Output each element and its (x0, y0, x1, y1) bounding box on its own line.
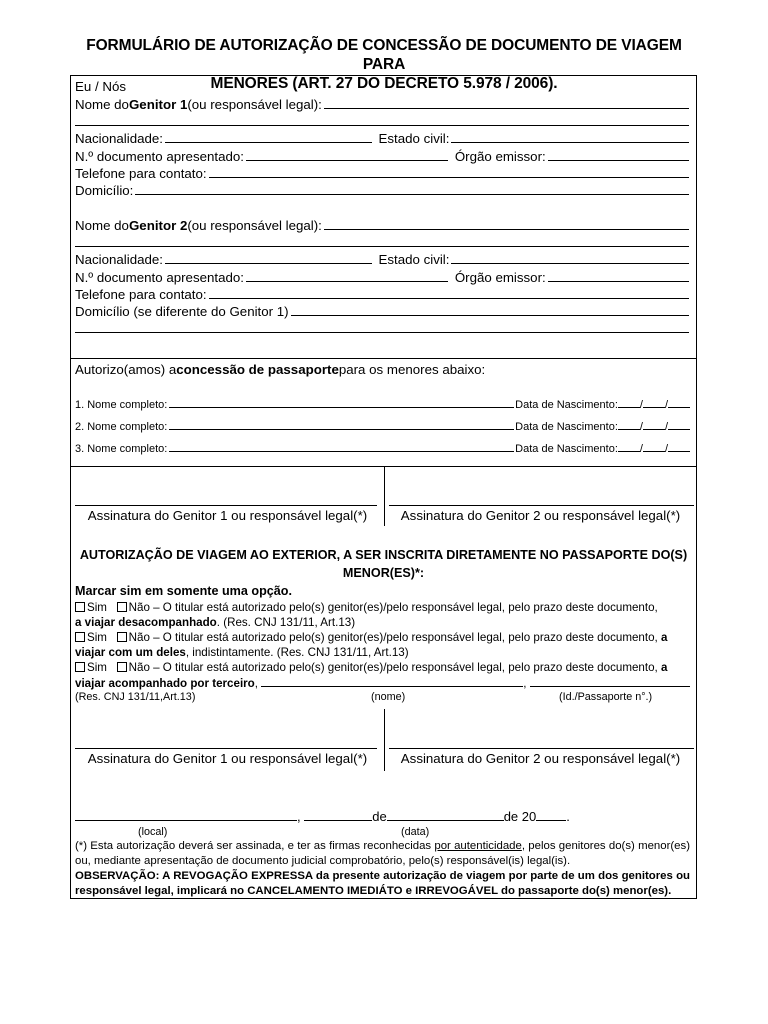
option3-labels: (Res. CNJ 131/11,Art.13) (nome) (Id./Passaporte n°.) (75, 691, 653, 703)
genitor2-name-row: Nome do Genitor 2 (ou responsável legal): (75, 218, 690, 234)
child3-row: 3. Nome completo: Data de Nascimento: / / (75, 440, 690, 457)
child3-birth-month[interactable] (643, 440, 665, 452)
option3-sim-checkbox[interactable] (75, 662, 85, 672)
genitor1-name-continuation (75, 114, 690, 126)
travel-authorization-heading-line2: MENOR(ES)*: (342, 566, 425, 580)
child1-name-field[interactable] (169, 396, 514, 408)
child2-row: 2. Nome completo: Data de Nascimento: / / (75, 418, 690, 435)
signature-label-genitor1: Assinatura do Genitor 1 ou responsável legal(*) (87, 751, 368, 766)
nome-label: (nome) (371, 691, 406, 703)
genitor2-nationality-row: Nacionalidade: Estado civil: (75, 252, 690, 268)
genitor2-address-continuation (75, 321, 690, 333)
travel-option-1: Sim Não – O titular está autorizado pelo(s) genitor(es)/pelo responsável legal, pelo prazo deste documento, a viajar desacompanhado. (Res. CNJ 131/11, Art.13) (75, 601, 658, 629)
genitor1-phone-row: Telefone para contato: (75, 166, 690, 182)
travel-option-3: Sim Não – O titular está autorizado pelo(s) genitor(es)/pelo responsável legal, pelo prazo deste documento, a viajar acompanhado por terceiro, , (75, 660, 690, 691)
genitor1-nationality-row: Nacionalidade: Estado civil: (75, 131, 690, 147)
option3-nao-checkbox[interactable] (117, 662, 127, 672)
child1-birth-month[interactable] (643, 396, 665, 408)
child1-birth-year[interactable] (668, 396, 690, 408)
travel-option-2: Sim Não – O titular está autorizado pelo(s) genitor(es)/pelo responsável legal, pelo prazo deste documento, a viajar com um deles, indistintamente. (Res. CNJ 131/11, Art.13) (75, 631, 668, 659)
child1-row: 1. Nome completo: Data de Nascimento: / / (75, 396, 690, 413)
child2-name-field[interactable] (169, 418, 514, 430)
third-party-id-field[interactable] (530, 675, 690, 687)
genitor1-civil-status-field[interactable] (451, 131, 689, 143)
form-frame (70, 75, 697, 899)
day-field[interactable] (304, 809, 372, 821)
child2-birth-year[interactable] (668, 418, 690, 430)
form-title-line2: MENORES (ART. 27 DO DECRETO 5.978 / 2006). (210, 75, 558, 92)
place-field[interactable] (75, 809, 297, 821)
child3-birth-year[interactable] (668, 440, 690, 452)
divider (71, 358, 696, 359)
eu-nos-label: Eu / Nós (75, 79, 126, 94)
genitor2-name-continuation (75, 235, 690, 247)
genitor2-civil-status-field[interactable] (451, 252, 689, 264)
footnote: (*) Esta autorização deverá ser assinada, e ter as firmas reconhecidas por autenticidade, pelos genitores do(s) menor(es) ou, mediante apresentação de documento judicial comprobatório, pelo(s) responsável(is) legal(is). (75, 840, 690, 867)
genitor2-phone-field[interactable] (209, 287, 689, 299)
genitor1-document-row: N.º documento apresentado: Órgão emissor: (75, 149, 690, 165)
form-title-line1: FORMULÁRIO DE AUTORIZAÇÃO DE CONCESSÃO DE DOCUMENTO DE VIAGEM PARA (86, 37, 682, 73)
genitor2-address-field-2[interactable] (75, 321, 689, 333)
signature-label-genitor2: Assinatura do Genitor 2 ou responsável legal(*) (400, 751, 681, 766)
signature-line-genitor1[interactable] (75, 748, 377, 749)
passport-authorization-intro: Autorizo(amos) a concessão de passaporte para os menores abaixo: (75, 362, 486, 377)
signature-line-genitor2[interactable] (389, 748, 694, 749)
signature-label-genitor1: Assinatura do Genitor 1 ou responsável legal(*) (87, 508, 368, 523)
genitor1-name-row: Nome do Genitor 1 (ou responsável legal): (75, 97, 690, 113)
genitor1-name-field-2[interactable] (75, 114, 689, 126)
genitor1-address-row: Domicílio: (75, 183, 690, 199)
genitor2-address-field[interactable] (291, 304, 689, 316)
local-label: (local) (138, 826, 168, 838)
genitor2-nationality-field[interactable] (165, 252, 372, 264)
option1-sim-checkbox[interactable] (75, 602, 85, 612)
genitor1-nationality-field[interactable] (165, 131, 372, 143)
genitor1-issuer-field[interactable] (548, 149, 689, 161)
genitor1-name-field[interactable] (324, 97, 689, 109)
third-party-name-field[interactable] (261, 675, 523, 687)
child2-birth-month[interactable] (643, 418, 665, 430)
signature-label-genitor2: Assinatura do Genitor 2 ou responsável legal(*) (400, 508, 681, 523)
genitor2-name-field-2[interactable] (75, 235, 689, 247)
genitor1-document-field[interactable] (246, 149, 448, 161)
child1-birth-day[interactable] (618, 396, 640, 408)
data-label: (data) (401, 826, 430, 838)
option2-nao-checkbox[interactable] (117, 632, 127, 642)
option1-nao-checkbox[interactable] (117, 602, 127, 612)
year-field[interactable] (536, 809, 566, 821)
genitor2-issuer-field[interactable] (548, 270, 689, 282)
genitor1-address-field[interactable] (135, 183, 689, 195)
month-field[interactable] (387, 809, 504, 821)
observation: OBSERVAÇÃO: A REVOGAÇÃO EXPRESSA da presente autorização de viagem por parte de um dos genitores ou responsável legal, implicará no CANCELAMENTO IMEDIÁTO e IRREVOGÁVEL do passaporte do(s) menor(es). (75, 870, 690, 897)
signature-line-genitor1[interactable] (75, 505, 377, 506)
genitor2-document-row: N.º documento apresentado: Órgão emissor: (75, 270, 690, 286)
travel-authorization-heading-line1: AUTORIZAÇÃO DE VIAGEM AO EXTERIOR, A SER INSCRITA DIRETAMENTE NO PASSAPORTE DO(S) (79, 548, 688, 562)
option2-sim-checkbox[interactable] (75, 632, 85, 642)
genitor2-address-row: Domicílio (se diferente do Genitor 1) (75, 304, 690, 320)
genitor2-name-field[interactable] (324, 218, 689, 230)
child2-birth-day[interactable] (618, 418, 640, 430)
genitor1-phone-field[interactable] (209, 166, 689, 178)
id-passport-label: (Id./Passaporte n°.) (559, 691, 653, 703)
genitor2-phone-row: Telefone para contato: (75, 287, 690, 303)
signature-line-genitor2[interactable] (389, 505, 694, 506)
place-date-row: , de de 20 . (75, 809, 690, 824)
genitor2-document-field[interactable] (246, 270, 448, 282)
child3-name-field[interactable] (169, 440, 514, 452)
child3-birth-day[interactable] (618, 440, 640, 452)
travel-instruction: Marcar sim em somente uma opção. (75, 584, 292, 598)
